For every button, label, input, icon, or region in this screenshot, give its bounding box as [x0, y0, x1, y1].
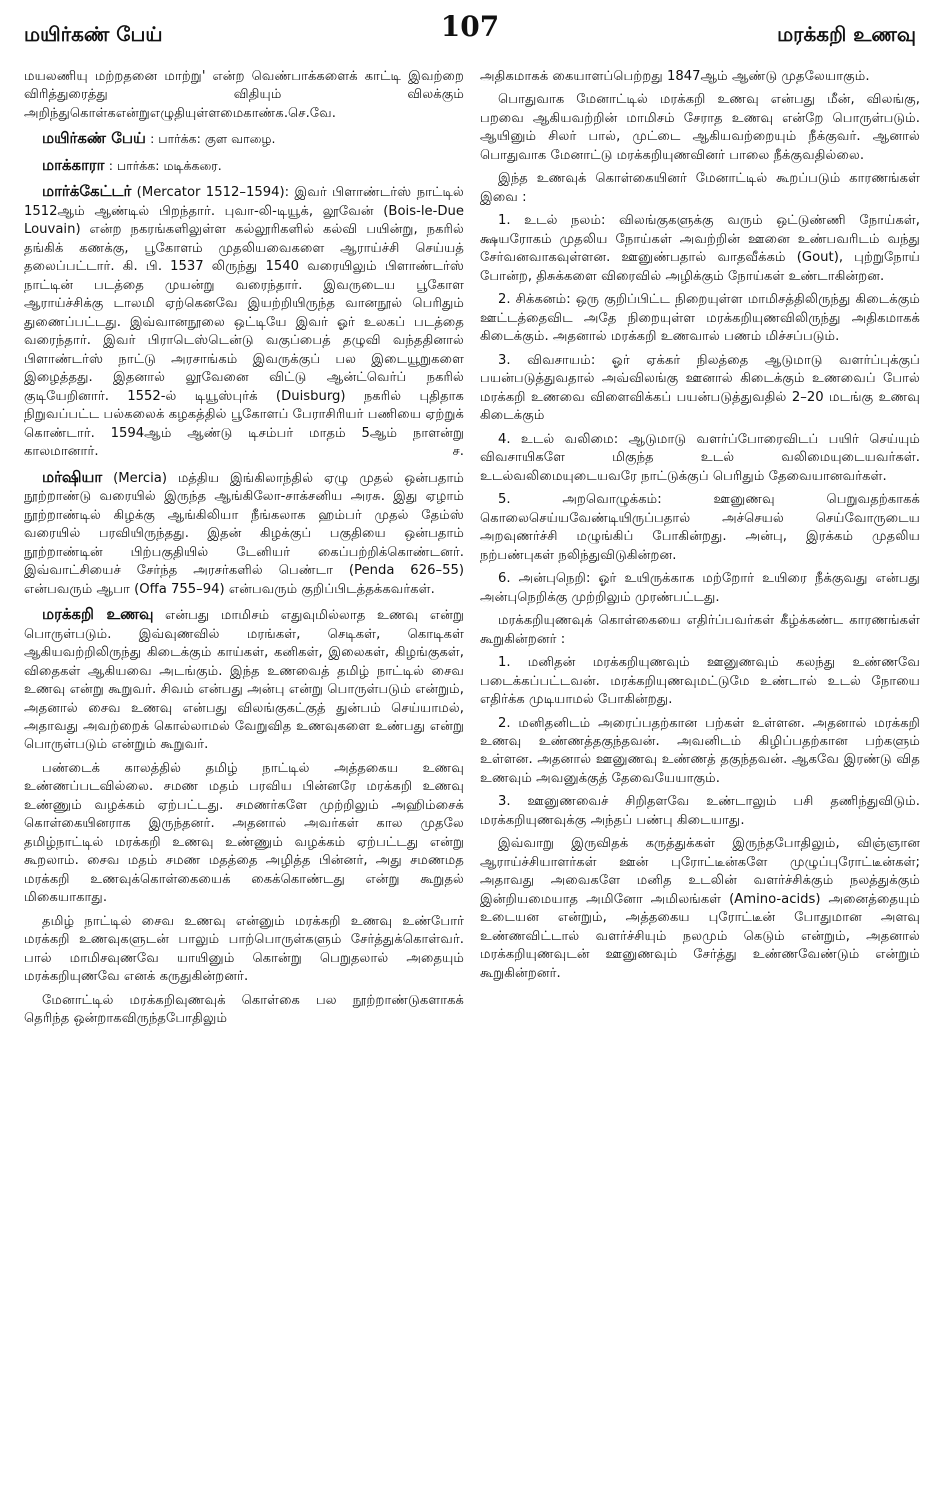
cross-reference: : பார்க்க: குள வாழை.	[150, 131, 276, 147]
paragraph-general: பொதுவாக மேனாட்டில் மரக்கறி உணவு என்பது மீன், விலங்கு, பறவை ஆகியவற்றின் மாமிசம் சேராத உணவு என்றே பொருள்படும். ஆயினும் சிலர் பால், முட்டை ஆகியவற்றையும் நீக்குவர். ஆனால் பொதுவாக மேனாட்டு மரக்கறியுணவினர் பாலை நீக்குவதில்லை.	[480, 92, 920, 163]
entry-text: (Mercia) மத்திய இங்கிலாந்தில் ஏழு முதல் ஒன்பதாம் நூற்றாண்டு வரையில் இருந்த ஆங்கிலோ-சாக்சனிய அரசு. இது ஏழாம் நூற்றாண்டில் கிழக்கு ஆங்கிலியா நீங்கலாக ஹம்பர் முதல் தேம்ஸ் வரையில் பரவியிருந்தது. இதன் கிழக்குப் பகுதியை ஒன்பதாம் நூற்றாண்டின் பிற்பகுதியில் டேனியர் கைப்பற்றிக்கொண்டனர். இவ்வாட்சியைச் சேர்ந்த அரசர்களில் பெண்டா (Penda 626–55) என்பவரும் ஆபா (Offa 755–94) என்பவரும் குறிப்பிடத்தக்கவர்கள்.	[24, 470, 464, 597]
reason-item: 3. விவசாயம்: ஓர் ஏக்கர் நிலத்தை ஆடுமாடு வளர்ப்புக்குப் பயன்படுத்துவதால் அவ்விலங்கு ஊனால் கிடைக்கும் உணவைப் போல் மரக்கறி உணவை விளைவிக்கப் பயன்படுத்துவதில் 2–20 மடங்கு உணவு கிடைக்கும்	[480, 352, 920, 424]
left-column	[24, 68, 464, 1034]
opposition-item: 3. ஊனுணவைச் சிறிதளவே உண்டாலும் பசி தணிந்துவிடும். மரக்கறியுணவுக்கு அந்தப் பண்பு கிடையாது.	[480, 794, 920, 828]
entry-mercator	[24, 181, 464, 461]
paragraph-milk: தமிழ் நாட்டில் சைவ உணவு என்னும் மரக்கறி உணவு உண்போர் மரக்கறி உணவுகளுடன் பாலும் பாற்பொருள்களும் சேர்த்துக்கொள்வர். பால் மாமிசவுணவே யாயினும் கொன்று பெறுதலால் அதையும் மரக்கறியுணவே எனக் கருதுகின்றனர்.	[24, 913, 464, 985]
entry-mercia	[24, 467, 464, 599]
entry-term: மரக்கறி உணவு	[42, 605, 154, 624]
entry-term: மாக்காரா	[42, 155, 105, 174]
paragraph-history: பண்டைக் காலத்தில் தமிழ் நாட்டில் அத்தகைய உணவு உண்ணப்படவில்லை. சமண மதம் பரவிய பின்னரே மரக்கறி உணவு உண்ணும் வழக்கம் ஏற்பட்டது. சமணர்களே முற்றிலும் அஹிம்சைக் கொள்கையினராக இருந்தனர். அதனால் அவர்கள் கால முதலே தமிழ்நாட்டில் மரக்கறி உணவு உண்ணும் வழக்கம் ஏற்பட்டது என்று கூறலாம். சைவ மதம் சமண மதத்தை அழித்த பின்னர், அது சமணமத மரக்கறி உணவுக்கொள்கையைக் கைக்கொண்டது என்று கூறுதல் மிகையாகாது.	[24, 760, 464, 906]
entry-term: மயிர்கண் பேய்	[42, 129, 146, 148]
author-initial: ச.	[452, 444, 464, 460]
entry-term: மர்ஷியா	[42, 467, 103, 486]
opposition-item: 1. மனிதன் மரக்கறியுணவும் ஊனுணவும் கலந்து உண்ணவே படைக்கப்பட்டவன். மரக்கறியுணவுமட்டுமே உண்டால் உடல் நோயை எதிர்க்க முடியாமல் போகின்றது.	[480, 655, 920, 708]
reason-item: 1. உடல் நலம்: விலங்குகளுக்கு வரும் ஒட்டுண்ணி நோய்கள், க்ஷயரோகம் முதலிய நோய்கள் அவற்றின் ஊனை உண்பவரிடம் வந்து சேர்வனவாகவுள்ளன. ஊனுண்பதால் வாதவீக்கம் (Gout), புற்றுநோய் போன்ற, திசுக்களை விரைவில் அழிக்கும் நோய்கள் உண்டாகின்றன.	[480, 213, 920, 284]
paragraph-final: இவ்வாறு இருவிதக் கருத்துக்கள் இருந்தபோதிலும், விஞ்ஞான ஆராய்ச்சியாளர்கள் ஊன் புரோட்டீன்களே முழுப்புரோட்டீன்கள்; அதாவது அவைகளே மனித உடலின் வளர்ச்சிக்கும் நலத்துக்கும் இன்றியமையாத அமினோ அமிலங்கள் (Amino-acids) அனைத்தையும் உடையன என்றும், அத்தகைய புரோட்டீன் போதுமான அளவு உண்ணவிட்டால் வளர்ச்சியும் நலமும் கெடும் என்றும், அதனால் மரக்கறியுணவுடன் ஊனுணவும் சேர்த்து உண்ணவேண்டும் என்றும் கூறுகின்றனர்.	[480, 836, 920, 981]
entry-text: (Mercator 1512–1594): இவர் பிளாண்டர்ஸ் நாட்டில் 1512ஆம் ஆண்டில் பிறந்தார். புவா-லி-டியூக், லூவேன் (Bois-le-Due Louvain) என்ற நகரங்களிலுள்ள கல்லூரிகளில் கல்வி பயின்று, நகரில் தங்கிக் கணக்கு, பூகோளம் முதலியவைகளை ஆராய்ச்சி செய்யத் தலைப்பட்டார். கி. பி. 1537 லிருந்து 1540 வரையிலும் பிளாண்டர்ஸ் நாட்டின் படத்தை முயன்று வரைந்தார். இவருடைய பூகோள ஆராய்ச்சிக்கு டாலமி ஏற்கெனவே இயற்றியிருந்த வானநூல் பெரிதும் துணைப்பட்டது. இவ்வானநூலை ஒட்டியே இவர் ஓர் உலகப் படத்தை வரைந்தார். இவர் பிராடெஸ்டென்டு வகுப்பைத் தழுவி வந்ததினால் பிளாண்டர்ஸ் நாட்டு அரசாங்கம் இவருக்குப் பல இடையூறுகளை இழைத்தது. இதனால் லூவேனை விட்டு ஆன்ட்வெர்ப் நகரில் குடியேறினார். 1552-ல் டியூஸ்புர்க் (Duisburg) நகரில் புதிதாக நிறுவப்பட்ட பல்கலைக் கழகத்தில் பூகோளப் பேராசிரியர் பணியை ஏற்றுக் கொண்டார். 1594ஆம் ஆண்டு டிசம்பர் மாதம் 5ஆம் நாளன்று காலமானார்.	[24, 185, 464, 460]
entry-makkara	[24, 155, 464, 176]
paragraph-continuation: அதிகமாகக் கையாளப்பெற்றது 1847ஆம் ஆண்டு முதலேயாகும்.	[480, 69, 870, 84]
right-column	[480, 68, 920, 988]
paragraph-opposition-intro: மரக்கறியுணவுக் கொள்கையை எதிர்ப்பவர்கள் கீழ்க்கண்ட காரணங்கள் கூறுகின்றனர் :	[480, 613, 920, 647]
opposition-item: 2. மனிதனிடம் அரைப்பதற்கான பற்கள் உள்ளன. அதனால் மரக்கறி உணவு உண்ணத்தகுந்தவன். அவனிடம் கிழிப்பதற்கான பற்களும் உள்ளன. அதனால் ஊனுணவு உண்ணத் தகுந்தவன். ஆகவே இரண்டு வித உணவும் அவனுக்குத் தேவையேயாகும்.	[480, 715, 920, 786]
cross-reference: : பார்க்க: மடிக்கரை.	[108, 157, 222, 173]
paragraph-reasons-intro: இந்த உணவுக் கொள்கையினர் மேனாட்டில் கூறப்படும் காரணங்கள் இவை :	[480, 171, 920, 205]
paragraph-west: மேனாட்டில் மரக்கறிவுணவுக் கொள்கை பல நூற்றாண்டுகளாகக் தெரிந்த ஒன்றாகவிருந்தபோதிலும்	[24, 992, 464, 1027]
page-header	[24, 10, 916, 60]
entry-marakkari	[24, 604, 464, 755]
header-right-keyword: மரக்கறி உணவு	[777, 22, 916, 46]
reason-item: 4. உடல் வலிமை: ஆடுமாடு வளர்ப்போரைவிடப் பயிர் செய்யும் விவசாயிகளே மிகுந்த உடல் வலிமையுடையவர்கள். உடல்வலிமையுடையவரே நாட்டுக்குப் பெரிதும் தேவையானவர்கள்.	[480, 431, 920, 484]
header-left-keyword: மயிர்கண் பேய்	[24, 22, 163, 46]
entry-text: என்பது மாமிசம் எதுவுமில்லாத உணவு என்று பொருள்படும். இவ்வுணவில் மரங்கள், செடிகள், கொடிகள் ஆகியவற்றிலிருந்து கிடைக்கும் காய்கள், கனிகள், இலைகள், கிழங்குகள், விதைகள் ஆகியவை அடங்கும். இந்த உணவைத் தமிழ் நாட்டில் சைவ உணவு என்று கூறுவர். சிவம் என்பது அன்பு என்று பொருள்படும் என்றும், அதனால் சைவ உணவு என்பது விலங்குகட்குத் துன்பம் செய்யாமல், அதாவது அவற்றைக் கொல்லாமல் வேறுவித உணவுகளை உண்பது என்று பொருள்படும் என்றும் கூறுவர்.	[24, 608, 464, 753]
entry-term: மார்க்கேட்டர்	[42, 182, 132, 201]
entry-mayirkan	[24, 128, 464, 149]
paragraph-intro: மயலணியு மற்றதனை மாற்று' என்ற வெண்பாக்களைக் காட்டி இவற்றை விரித்துரைத்து விதியும் விலக்கும் அறிந்துகொள்கஎன்றுஎழுதியுள்ளமைகாண்க.செ.வே.	[24, 69, 464, 121]
reason-item: 6. அன்புநெறி: ஓர் உயிருக்காக மற்றோர் உயிரை நீக்குவது என்பது அன்புநெறிக்கு முற்றிலும் முரண்பட்டது.	[480, 571, 920, 605]
reason-item: 2. சிக்கனம்: ஒரு குறிப்பிட்ட நிறையுள்ள மாமிசத்திலிருந்து கிடைக்கும் ஊட்டத்தைவிட அதே நிறையுள்ள மரக்கறியுணவிலிருந்து அதிகமாகக் கிடைக்கும். அதனால் மரக்கறி உணவால் பணம் மிச்சப்படும்.	[480, 292, 920, 345]
reason-item: 5. அறவொழுக்கம்: ஊனுணவு பெறுவதற்காகக் கொலைசெய்யவேண்டியிருப்பதால் அச்செயல் செய்வோருடைய அறவுணர்ச்சி மழுங்கிப் போகின்றது. அன்பு, இரக்கம் முதலிய நற்பண்புகள் நலிந்துவிடுகின்றன.	[480, 492, 920, 563]
page-number: 107	[440, 10, 500, 43]
